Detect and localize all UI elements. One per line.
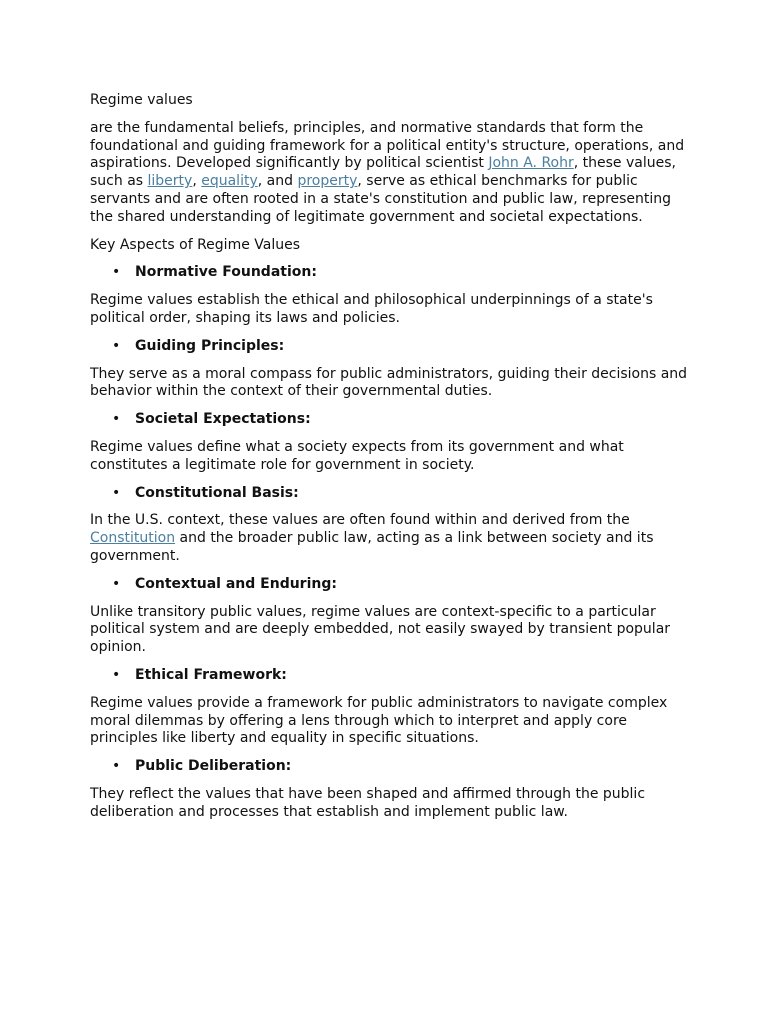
- aspect-label: Constitutional Basis:: [135, 484, 299, 501]
- paragraph-text: They serve as a moral compass for public administrators, guiding their decisions and behavior within the context of their governmental duties.: [90, 365, 688, 400]
- aspect-label: Normative Foundation:: [135, 264, 317, 281]
- aspect-item: [90, 338, 690, 401]
- bullet-icon: •: [112, 337, 121, 354]
- paragraph-text: In the U.S. context, these values are often found within and derived from the: [90, 512, 630, 529]
- aspect-label: Guiding Principles:: [135, 337, 285, 354]
- aspect-item: [90, 576, 690, 657]
- document-page: [90, 92, 690, 832]
- paragraph-text: ,: [192, 173, 202, 190]
- aspect-label: Societal Expectations:: [135, 411, 311, 428]
- inline-link[interactable]: property: [297, 173, 358, 190]
- bullet-icon: •: [112, 666, 121, 683]
- paragraph-text: are the fundamental beliefs, principles, and normative standards that form the foundational and guiding framework for a political entity's structure, operations, and aspirations. Developed significantly by political scientist: [90, 119, 685, 172]
- inline-link[interactable]: Constitution: [90, 530, 176, 547]
- aspect-description: [90, 512, 690, 565]
- aspect-item: [90, 485, 690, 566]
- paragraph-text: , and: [257, 173, 298, 190]
- aspect-item: [90, 264, 690, 327]
- inline-link[interactable]: John A. Rohr: [488, 155, 574, 172]
- bullet-icon: •: [112, 484, 121, 501]
- paragraph-text: , these values, such as: [90, 155, 676, 190]
- paragraph-text: Regime values establish the ethical and philosophical underpinnings of a state's political order, shaping its laws and policies.: [90, 292, 653, 326]
- aspect-label: Ethical Framework:: [135, 666, 287, 683]
- aspect-item: [90, 758, 690, 821]
- paragraph-text: They reflect the values that have been shaped and affirmed through the public deliberation and processes that establish and implement public law.: [90, 785, 646, 820]
- paragraph-text: Unlike transitory public values, regime values are context-specific to a particular political system and are deeply embedded, not easily swayed by transient popular opinion.: [90, 603, 671, 656]
- aspect-description: [90, 366, 690, 402]
- aspect-description: [90, 604, 690, 657]
- aspect-description: [90, 786, 690, 822]
- paragraph-text: Regime values provide a framework for public administrators to navigate complex moral dilemmas by offering a lens through which to interpret and apply core principles like liberty and equality in specific situations.: [90, 694, 668, 747]
- aspect-item: [90, 411, 690, 474]
- paragraph-text: Regime values define what a society expects from its government and what constitutes a legitimate role for government in society.: [90, 438, 624, 473]
- inline-link[interactable]: liberty: [147, 173, 193, 190]
- aspect-description: [90, 439, 690, 475]
- intro-paragraph: [90, 120, 690, 227]
- aspects-list: [90, 264, 690, 821]
- aspect-description: [90, 695, 690, 748]
- aspect-description: [90, 292, 690, 328]
- bullet-icon: •: [112, 411, 121, 428]
- inline-link[interactable]: equality: [201, 173, 258, 190]
- bullet-icon: •: [112, 264, 121, 281]
- paragraph-text: and the broader public law, acting as a link between society and its government.: [90, 530, 654, 564]
- aspect-item: [90, 667, 690, 748]
- document-title: Regime values: [90, 92, 193, 108]
- aspect-label: Contextual and Enduring:: [135, 575, 337, 592]
- bullet-icon: •: [112, 575, 121, 592]
- section-heading: Key Aspects of Regime Values: [90, 236, 301, 253]
- bullet-icon: •: [112, 758, 121, 775]
- paragraph-text: , serve as ethical benchmarks for public servants and are often rooted in a state's constitution and public law, representing the shared understanding of legitimate government and societal expectations.: [90, 173, 672, 225]
- aspect-label: Public Deliberation:: [135, 758, 292, 775]
